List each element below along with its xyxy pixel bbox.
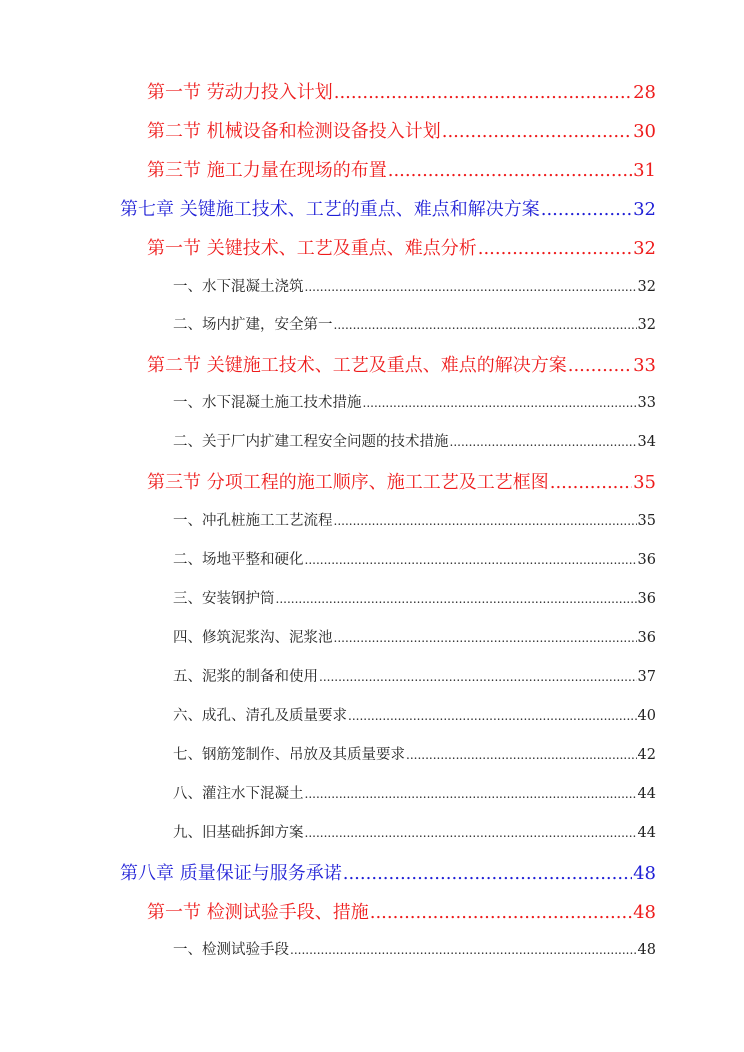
toc-section-entry[interactable]: [147, 468, 656, 494]
toc-section-entry[interactable]: [147, 234, 656, 260]
toc-item-entry[interactable]: [173, 743, 656, 764]
toc-entry-title: 一、水下混凝土施工技术措施: [173, 395, 362, 411]
toc-page-number: 32: [637, 317, 656, 333]
dot-leader: [334, 631, 637, 645]
toc-entry-title: 二、场地平整和硬化: [173, 552, 304, 568]
dot-leader: [276, 592, 637, 606]
toc-entry-title: 八、灌注水下混凝土: [173, 786, 304, 802]
dot-leader: [478, 238, 632, 259]
toc-item-entry[interactable]: [173, 587, 656, 608]
dot-leader: [568, 355, 632, 376]
toc-page-number: 36: [637, 630, 656, 646]
dot-leader: [305, 280, 637, 294]
toc-page-number: 40: [637, 708, 656, 724]
toc-page-number: 48: [633, 902, 656, 923]
toc-page-number: 37: [637, 669, 656, 685]
toc-entry-title: 一、水下混凝土浇筑: [173, 279, 304, 295]
toc-entry-title: 二、关于厂内扩建工程安全问题的技术措施: [173, 434, 449, 450]
toc-page-number: 44: [637, 825, 656, 841]
toc-item-entry[interactable]: [173, 626, 656, 647]
toc-entry-title: 第三节 分项工程的施工顺序、施工工艺及工艺框图: [147, 472, 549, 493]
dot-leader: [550, 472, 632, 493]
toc-page-number: 44: [637, 786, 656, 802]
toc-entry-title: 第七章 关键施工技术、工艺的重点、难点和解决方案: [120, 199, 540, 220]
dot-leader: [450, 435, 637, 449]
toc-item-entry[interactable]: [173, 782, 656, 803]
toc-page-number: 31: [633, 160, 656, 181]
toc-entry-title: 二、场内扩建，安全第一: [173, 317, 333, 333]
dot-leader: [388, 160, 632, 181]
toc-page-number: 32: [637, 279, 656, 295]
dot-leader: [290, 943, 637, 957]
toc-page-number: 48: [633, 863, 656, 884]
toc-page-number: 30: [633, 121, 656, 142]
dot-leader: [348, 709, 637, 723]
toc-entry-title: 一、冲孔桩施工工艺流程: [173, 513, 333, 529]
toc-entry-title: 第一节 劳动力投入计划: [147, 82, 333, 103]
toc-page-number: 36: [637, 591, 656, 607]
toc-page-number: 35: [637, 513, 656, 529]
toc-entry-title: 第一节 检测试验手段、措施: [147, 902, 369, 923]
dot-leader: [334, 82, 632, 103]
dot-leader: [363, 396, 637, 410]
dot-leader: [370, 902, 632, 923]
toc-item-entry[interactable]: [173, 821, 656, 842]
toc-page-number: 36: [637, 552, 656, 568]
toc-entry-title: 七、钢筋笼制作、吊放及其质量要求: [173, 747, 405, 763]
dot-leader: [305, 787, 637, 801]
toc-page-number: 33: [637, 395, 656, 411]
dot-leader: [319, 670, 637, 684]
toc-entry-title: 九、旧基础拆卸方案: [173, 825, 304, 841]
toc-entry-title: 第二节 机械设备和检测设备投入计划: [147, 121, 441, 142]
toc-page-number: 35: [633, 472, 656, 493]
toc-section-entry[interactable]: [147, 156, 656, 182]
toc-item-entry[interactable]: [173, 938, 656, 959]
toc-item-entry[interactable]: [173, 509, 656, 530]
toc-item-entry[interactable]: [173, 313, 656, 334]
toc-entry-title: 第一节 关键技术、工艺及重点、难点分析: [147, 238, 477, 259]
dot-leader: [334, 318, 637, 332]
toc-page-number: 34: [637, 434, 656, 450]
toc-item-entry[interactable]: [173, 704, 656, 725]
dot-leader: [334, 514, 637, 528]
toc-page-number: 28: [633, 82, 656, 103]
toc-page-number: 42: [637, 747, 656, 763]
toc-item-entry[interactable]: [173, 665, 656, 686]
toc-chapter-entry[interactable]: [120, 195, 656, 221]
toc-section-entry[interactable]: [147, 898, 656, 924]
toc-entry-title: 一、检测试验手段: [173, 942, 289, 958]
dot-leader: [305, 826, 637, 840]
toc-entry-title: 四、修筑泥浆沟、泥浆池: [173, 630, 333, 646]
toc-item-entry[interactable]: [173, 430, 656, 451]
dot-leader: [343, 863, 632, 884]
toc-page-number: 32: [633, 238, 656, 259]
toc-page-number: 33: [633, 355, 656, 376]
toc-entry-title: 三、安装钢护筒: [173, 591, 275, 607]
dot-leader: [406, 748, 637, 762]
toc-section-entry[interactable]: [147, 78, 656, 104]
dot-leader: [442, 121, 632, 142]
toc-item-entry[interactable]: [173, 275, 656, 296]
toc-entry-title: 六、成孔、清孔及质量要求: [173, 708, 347, 724]
toc-entry-title: 第三节 施工力量在现场的布置: [147, 160, 387, 181]
toc-item-entry[interactable]: [173, 391, 656, 412]
toc-chapter-entry[interactable]: [120, 859, 656, 885]
toc-item-entry[interactable]: [173, 548, 656, 569]
toc-entry-title: 五、泥浆的制备和使用: [173, 669, 318, 685]
toc-entry-title: 第二节 关键施工技术、工艺及重点、难点的解决方案: [147, 355, 567, 376]
toc-page-number: 32: [633, 199, 656, 220]
dot-leader: [541, 199, 632, 220]
toc-section-entry[interactable]: [147, 117, 656, 143]
toc-section-entry[interactable]: [147, 351, 656, 377]
toc-page-number: 48: [637, 942, 656, 958]
toc-entry-title: 第八章 质量保证与服务承诺: [120, 863, 342, 884]
dot-leader: [305, 553, 637, 567]
